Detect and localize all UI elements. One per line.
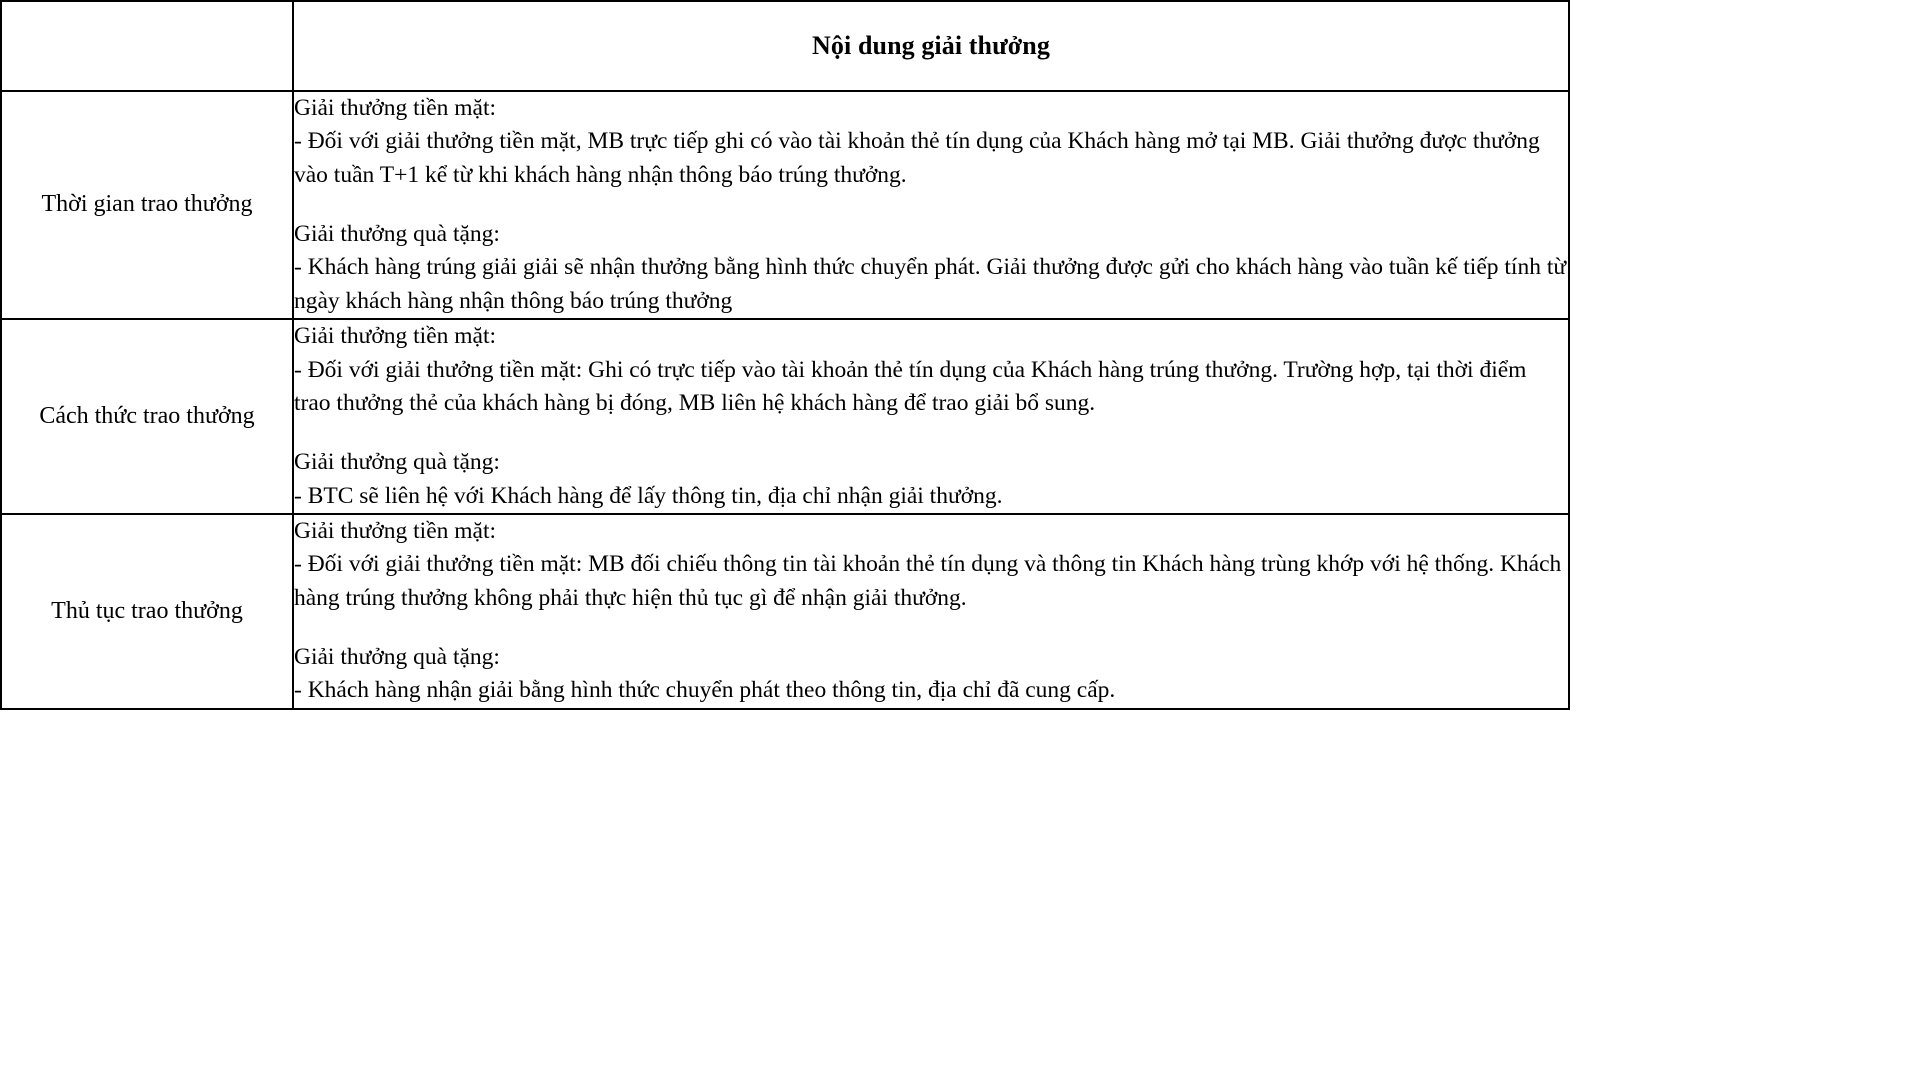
block-lead-label: Giải thưởng tiền mặt: [294,517,497,544]
block-body-text: - Đối với giải thưởng tiền mặt: MB đối chiếu thông tin tài khoản thẻ tín dụng và thông tin Khách hàng trùng khớp với hệ thống. Khách hàng trúng thưởng không phải thực hiện thủ tục gì để nhận giải thưởng. [294,551,1562,611]
block-lead-label: Giải thưởng quà tặng: [294,449,500,476]
row-label-thoi-gian-trao-thuong: Thời gian trao thưởng [1,91,293,319]
header-title-cell: Nội dung giải thưởng [293,1,1569,91]
block-lead-label: Giải thưởng quà tặng: [294,644,500,671]
table-body [1,91,1569,709]
block-lead-label: Giải thưởng tiền mặt: [294,323,497,350]
content-block [294,641,1568,708]
block-lead-label: Giải thưởng tiền mặt: [294,95,497,121]
content-block [294,515,1568,615]
block-body-text: - Khách hàng trúng giải giải sẽ nhận thưởng bằng hình thức chuyển phát. Giải thưởng được gửi cho khách hàng vào tuần kế tiếp tính từ ngày khách hàng nhận thông báo trúng thưởng [294,254,1567,314]
table-header-row [1,1,1569,91]
content-block [294,446,1568,513]
table-header [1,1,1569,91]
header-empty-cell [1,1,293,91]
row-label-thu-tuc-trao-thuong: Thủ tục trao thưởng [1,514,293,709]
content-block [294,320,1568,420]
row-content-thu-tuc-trao-thuong [293,514,1569,709]
content-block [294,92,1568,192]
table-row [1,514,1569,709]
table-row [1,91,1569,319]
block-body-text: - Đối với giải thưởng tiền mặt: Ghi có trực tiếp vào tài khoản thẻ tín dụng của Khách hàng trúng thưởng. Trường hợp, tại thời điểm trao thưởng thẻ của khách hàng bị đóng, MB liên hệ khách hàng để trao giải bổ sung. [294,356,1527,416]
row-label-cach-thuc-trao-thuong: Cách thức trao thưởng [1,319,293,514]
row-content-cach-thuc-trao-thuong [293,319,1569,514]
row-content-thoi-gian-trao-thuong [293,91,1569,319]
block-body-text: - Khách hàng nhận giải bằng hình thức chuyển phát theo thông tin, địa chỉ đã cung cấp. [294,677,1116,704]
block-body-text: - BTC sẽ liên hệ với Khách hàng để lấy thông tin, địa chỉ nhận giải thưởng. [294,482,1003,509]
content-block [294,218,1568,318]
block-lead-label: Giải thưởng quà tặng: [294,221,500,248]
table-row [1,319,1569,514]
block-body-text: - Đối với giải thưởng tiền mặt, MB trực tiếp ghi có vào tài khoản thẻ tín dụng của Khách hàng mở tại MB. Giải thưởng được thưởng vào tuần T+1 kể từ khi khách hàng nhận thông báo trúng thưởng. [294,128,1540,188]
